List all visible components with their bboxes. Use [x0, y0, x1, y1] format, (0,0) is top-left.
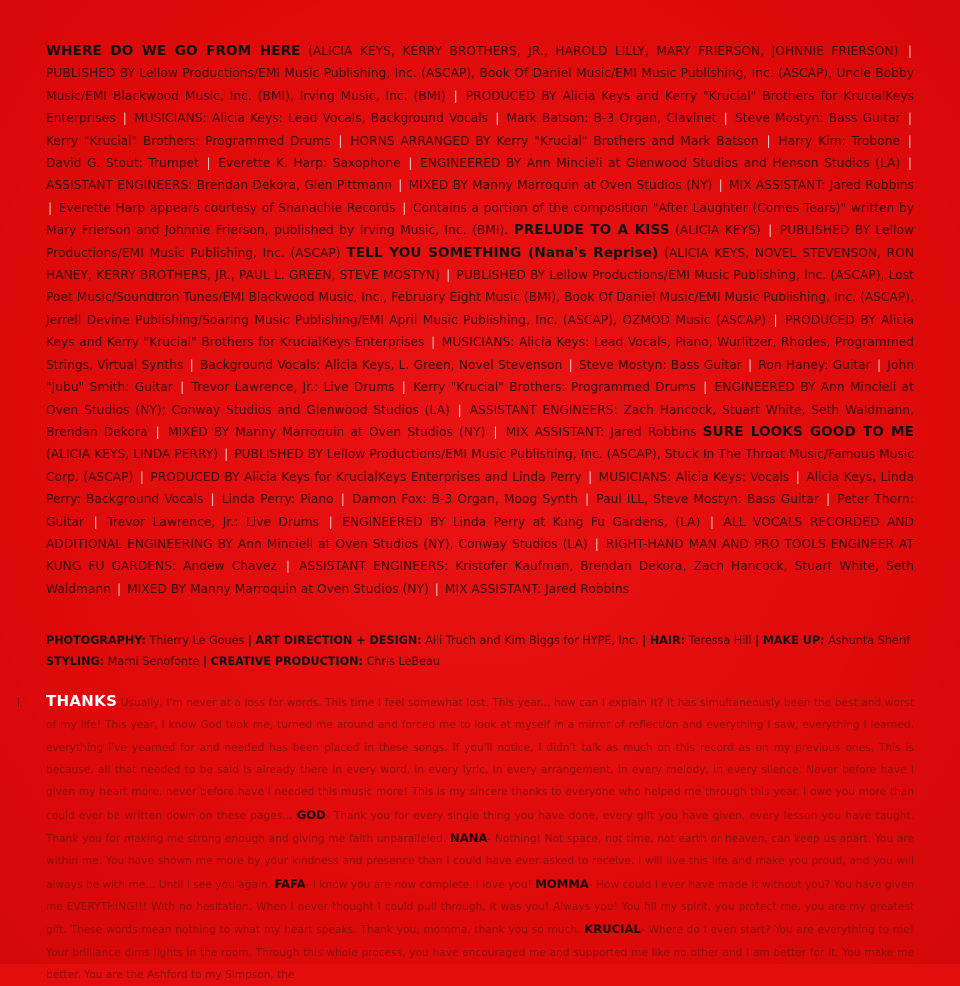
- separator: |: [795, 469, 800, 484]
- thanks-name-nana: NANA: [450, 831, 488, 846]
- thanks-name-krucial: KRUCIAL: [584, 922, 641, 937]
- producer: PRODUCED BY Alicia Keys and Kerry "Krucial" Brothers for KrucialKeys Enterprises: [46, 88, 914, 126]
- thanks-name-momma: MOMMA: [535, 876, 589, 891]
- pro-tools-engineer: RIGHT-HAND MAN AND PRO TOOLS ENGINEER: [605, 536, 895, 551]
- thanks-paragraph: - Thank you for every single thing you have done, every gift you have given, every lesson you have taught. Thank you for making me strong enough and giving me faith unparalleled.: [46, 809, 915, 846]
- publishing: PUBLISHED BY Lellow Productions/EMI Music Publishing, Inc. (ASCAP), Book Of Daniel Music/EMI Music Publishing, Inc. (ASCAP), Uncle Bobby Music/EMI Blackwood Music, Inc. (BMI), Irving Music, Inc. (BMI): [46, 66, 914, 103]
- separator: |: [122, 111, 127, 126]
- kung-fu-gardens-credit: AT KUNG FU GARDENS: Andew Chavez: [46, 536, 914, 574]
- art-director: Alli Truch and Kim Biggs for HYPE, Inc.: [425, 634, 639, 647]
- separator: |: [642, 634, 647, 647]
- song-title: TELL YOU SOMETHING (Nana's Reprise): [346, 244, 659, 261]
- separator: |: [224, 447, 229, 462]
- musician: Paul ILL, Steve Mostyn: Bass Guitar: [596, 492, 819, 507]
- musician: John "Jubu" Smith: Guitar: [46, 357, 914, 395]
- musician: MUSICIANS: Alicia Keys: Vocals: [598, 469, 790, 484]
- vocals-recorded: ALL VOCALS RECORDED AND ADDITIONAL ENGINEERING BY Ann Mincieli at Oven Studios (NY), Conway Studios (LA): [46, 514, 914, 551]
- art-direction-label: ART DIRECTION + DESIGN:: [255, 634, 422, 647]
- separator: |: [768, 223, 773, 238]
- musician: Ron Haney: Guitar: [758, 357, 871, 372]
- separator: |: [401, 380, 406, 395]
- separator: |: [876, 357, 882, 372]
- musician: Trevor Lawrence, Jr.: Live Drums: [107, 514, 320, 529]
- separator: |: [340, 492, 345, 507]
- thanks-paragraph: Usually, I'm never at a loss for words. This time I feel somewhat lost. This year... how can I explain it? It has simultaneously been the best and worst of my life! This year, I know God took me, turned me around and forced me to look at myself in a mirror of reflection and everything I saw, everything I learned, everything I've yearned for and needed has been placed in these songs. If you'll notice, I didn't talk as much on this record as on my previous ones. This is because, all that needed to be said is already there in every word, in every lyric, in every arrangement, in every melody, in every silence. Never before have I given my heart more, never before have I needed this music more! This is my sincere thanks to everyone who helped me through this year. I owe you more than could ever be written down on these pages...: [46, 697, 914, 822]
- musician: Peter Thorn: Guitar: [46, 492, 914, 529]
- musician: Mark Batson: B-3 Organ, Clavinet: [506, 111, 717, 126]
- separator: |: [93, 514, 98, 529]
- separator: |: [907, 111, 912, 126]
- engineer: ENGINEERED BY Linda Perry at Kung Fu Gardens, (LA): [342, 514, 701, 529]
- separator: |: [748, 357, 753, 372]
- styling-label: STYLING:: [46, 655, 105, 668]
- mixer: MIXED BY Manny Marroquin at Oven Studios (NY): [167, 424, 486, 439]
- stylist: Marni Senofonte: [107, 655, 200, 668]
- thanks-paragraph: - Nothing! Not space, not time, not earth or heaven, can keep us apart. You are within me. You have shown me more by your kindness and presence than I could have ever asked to receive. I will live this life and make you proud, and you will always be with me... Until I see you again.: [46, 833, 914, 891]
- separator: |: [718, 178, 723, 193]
- separator: |: [431, 335, 436, 350]
- sample-note: Contains a portion of the composition "After Laughter (Comes Tears)" written by Mary Frierson and Johnnie Frierson, published by Irving Music, Inc. (BMI).: [46, 200, 914, 238]
- publishing: PUBLISHED BY Lellow Productions/EMI Music Publishing, Inc. (ASCAP): [46, 223, 914, 260]
- mix-assistant: MIX ASSISTANT: Jared Robbins: [728, 178, 914, 193]
- musician: Kerry "Krucial" Brothers: Programmed Drums: [413, 380, 696, 395]
- thanks-paragraph: - How could I ever have made it without you? You have given me EVERYTHING!!! With no hesitation. When I never thought I could pull through, it was you! Always you! You fill my spirit, you protect me, you are my greatest gift. These words mean nothing to what my heart speaks. Thank you, momma, thank you so much.: [46, 878, 915, 937]
- musician: David G. Stout: Trumpet: [46, 156, 199, 171]
- separator: |: [328, 514, 333, 529]
- songwriters: (ALICIA KEYS, KERRY BROTHERS, JR., HAROLD LILLY, MARY FRIERSON, JOHNNIE FRIERSON): [308, 44, 899, 58]
- photographer: Thierry Le Goues: [149, 634, 245, 647]
- separator: |: [338, 133, 343, 148]
- separator: |: [907, 133, 912, 148]
- thanks-name-god: GOD: [296, 807, 326, 822]
- musician: Everette K. Harp: Saxophone: [218, 156, 401, 171]
- separator: |: [434, 581, 439, 596]
- separator: |: [584, 492, 590, 507]
- mix-assistant: MIX ASSISTANT: Jared Robbins: [505, 424, 697, 439]
- separator: |: [206, 156, 211, 171]
- separator: |: [773, 312, 778, 327]
- album-staff-credits: [46, 630, 916, 672]
- songwriters: (ALICIA KEYS, LINDA PERRY): [46, 447, 219, 462]
- mix-assistant: MIX ASSISTANT: Jared Robbins: [444, 581, 630, 596]
- separator: |: [766, 133, 771, 148]
- separator: |: [180, 380, 185, 395]
- separator: |: [755, 634, 760, 647]
- songwriters: (ALICIA KEYS): [675, 223, 761, 238]
- musician: Damon Fox: B-3 Organ, Moog Synth: [352, 492, 578, 507]
- separator: |: [723, 111, 728, 126]
- engineer: ENGINEERED BY Ann Mincieli at Glenwood Studios and Henson Studios (LA): [420, 156, 901, 171]
- musician: Steve Mostyn: Bass Guitar: [734, 111, 901, 126]
- song-title: PRELUDE TO A KISS: [513, 222, 670, 239]
- separator: |: [907, 44, 912, 58]
- makeup-artist: Ashunta Sherif: [828, 634, 911, 647]
- songwriters: (ALICIA KEYS, NOVEL STEVENSON, RON HANEY, KERRY BROTHERS, JR., PAUL L. GREEN, STEVE MOSTYN): [46, 245, 915, 283]
- separator: |: [247, 634, 252, 647]
- mixer: MIXED BY Manny Marroquin at Oven Studios (NY): [408, 178, 713, 193]
- courtesy-note: Everette Harp appears courtesy of Shanachie Records: [58, 200, 396, 215]
- makeup-label: MAKE UP:: [762, 634, 825, 647]
- separator: |: [189, 357, 194, 372]
- separator: |: [285, 559, 291, 574]
- engineer: ENGINEERED BY Ann Mincieli at Oven Studios (NY); Conway Studios and Glenwood Studios (LA): [46, 380, 914, 417]
- thanks-heading: THANKS: [46, 692, 118, 710]
- publishing: PUBLISHED BY Lellow Productions/EMI Music Publishing, Inc. (ASCAP), Lost Poet Music/Soundtron Tunes/EMI Blackwood Music, Inc., February Eight Music (BMI), Book Of Daniel Music/EMI Music Publishing, Inc. (ASCAP), Jerrell Devine Publishing/Soaring Music Publishing/EMI April Music Publishing, Inc. (ASCAP), OZMOD Music (ASCAP): [46, 268, 914, 327]
- musician: Linda Perry: Piano: [221, 492, 334, 507]
- song-credits: [46, 40, 914, 600]
- musician: Harry Kim: Trobone: [778, 133, 901, 148]
- producer: PRODUCED BY Alicia Keys and Kerry "Krucial" Brothers for KrucialKeys Enterprises: [46, 312, 914, 350]
- creative-producer: Chris LeBeau: [366, 655, 440, 668]
- separator: |: [398, 178, 403, 193]
- separator: |: [907, 156, 912, 171]
- song-title: WHERE DO WE GO FROM HERE: [46, 43, 301, 59]
- separator: |: [408, 156, 413, 171]
- hair-stylist: Teressa Hill: [688, 634, 752, 647]
- creative-production-label: CREATIVE PRODUCTION:: [210, 655, 363, 668]
- separator: |: [493, 424, 498, 439]
- separator: |: [210, 492, 215, 507]
- musician: MUSICIANS: Alicia Keys: Lead Vocals, Background Vocals: [134, 111, 489, 126]
- musician: MUSICIANS: Alicia Keys: Lead Vocals, Piano, Wurlitzer, Rhodes, Programmed Strings, Virtual Synths: [46, 335, 914, 372]
- assistant-engineers: ASSISTANT ENGINEERS: Zach Hancock, Stuart White, Seth Waldmann, Brendan Dekora: [46, 402, 914, 439]
- musician: Kerry "Krucial" Brothers: Programmed Drums: [46, 133, 331, 148]
- musician: Steve Mostyn: Bass Guitar: [578, 357, 742, 372]
- musician: Alicia Keys, Linda Perry: Background Vocals: [46, 469, 914, 507]
- assistant-engineers: ASSISTANT ENGINEERS: Kristofer Kaufman, Brendan Dekora, Zach Hancock, Stuart White, Seth Waldmann: [46, 559, 915, 596]
- separator: |: [202, 655, 208, 668]
- musician: Trevor Lawrence, Jr.: Live Drums: [191, 380, 395, 395]
- hair-label: HAIR:: [649, 634, 686, 647]
- thanks-section: [46, 690, 914, 986]
- separator: |: [703, 380, 708, 395]
- producer: PRODUCED BY Alicia Keys for KrucialKeys Enterprises and Linda Perry: [150, 469, 582, 484]
- separator: |: [588, 469, 593, 484]
- separator: |: [457, 402, 462, 417]
- thanks-paragraph: - I know you are now complete. I love you!: [305, 878, 532, 891]
- separator: |: [709, 514, 715, 529]
- separator: |: [446, 268, 451, 283]
- separator: |: [594, 536, 599, 551]
- mixer: MIXED BY Manny Marroquin at Oven Studios (NY): [127, 581, 429, 596]
- thanks-name-fafa: FAFA: [274, 876, 306, 891]
- separator: |: [117, 581, 122, 596]
- separator: |: [568, 357, 573, 372]
- separator: |: [139, 469, 144, 484]
- separator: |: [402, 200, 407, 215]
- song-title: SURE LOOKS GOOD TO ME: [702, 423, 914, 440]
- separator: |: [826, 492, 831, 507]
- separator: |: [453, 88, 458, 103]
- separator: |: [495, 111, 500, 126]
- horns-arranger: HORNS ARRANGED BY Kerry "Krucial" Brothers and Mark Batson: [350, 133, 759, 148]
- photography-label: PHOTOGRAPHY:: [46, 634, 146, 647]
- musician: Background Vocals: Alicia Keys, L. Green, Novel Stevenson: [199, 357, 563, 372]
- publishing: PUBLISHED BY Lellow Productions/EMI Music Publishing, Inc. (ASCAP), Stuck In The Throat Music/Famous Music Corp. (ASCAP): [46, 447, 914, 484]
- assistant-engineers: ASSISTANT ENGINEERS: Brendan Dekora, Glen Pittmann: [46, 178, 392, 193]
- separator: |: [155, 424, 160, 439]
- margin-mark: [18, 697, 19, 707]
- separator: |: [48, 200, 53, 215]
- thanks-paragraph: - Where do I even start? You are everything to me! Your brilliance dims lights in the room. Through this whole process, you have encouraged me and supported me like no other and I am better for it. You make me better. You are the Ashford to my Simpson, the: [46, 924, 914, 982]
